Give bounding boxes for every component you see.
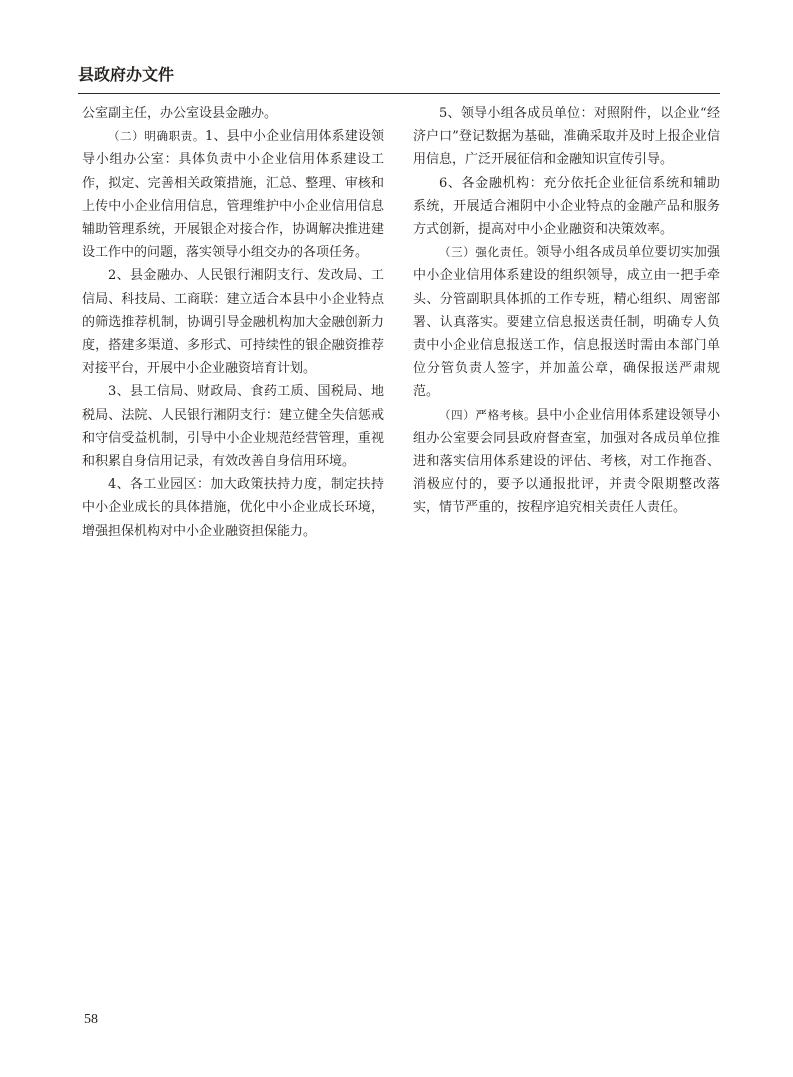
subheading-clarify-duties: （二）明确职责。: [108, 129, 206, 144]
subheading-strict-assessment: （四）严格考核。: [439, 407, 537, 422]
paragraph-strict-assessment: [413, 404, 720, 520]
paragraph-strengthen-responsibility-body: 领导小组各成员单位要切实加强中小企业信用体系建设的组织领导，成立由一把手牵头、分管副职具体抓的工作专班，精心组织、周密部署、认真落实。要建立信息报送责任制，明确专人负责中小企业信息报送工作，信息报送时需由本部门单位分管负责人签字，并加盖公章，确保报送严肃规范。: [413, 245, 720, 400]
left-text-column: [82, 102, 384, 543]
paragraph-strict-assessment-body: 县中小企业信用体系建设领导小组办公室要会同县政府督查室，加强对各成员单位推进和落实信用体系建设的评估、考核，对工作拖沓、消极应付的，要予以通报批评，并责令限期整改落实，情节严重的，按程序追究相关责任人责任。: [413, 407, 720, 516]
subheading-strengthen-responsibility: （三）强化责任。: [439, 245, 537, 260]
paragraph-item-5: 5、领导小组各成员单位：对照附件，以企业“经济户口”登记数据为基础，准确采取并及时上报企业信用信息，广泛开展征信和金融知识宣传引导。: [413, 106, 720, 168]
paragraph-strengthen-responsibility: [413, 241, 720, 403]
paragraph-item-2: 2、县金融办、人民银行湘阴支行、发改局、工信局、科技局、工商联：建立适合本县中小企业特点的筛选推荐机制，协调引导金融机构加大金融创新力度，搭建多渠道、多形式、可持续性的银企融资推荐对接平台，开展中小企业融资培育计划。: [82, 268, 384, 377]
right-text-column: [413, 102, 720, 520]
document-header-title: 县政府办文件: [78, 65, 175, 84]
page-number: 58: [84, 1012, 98, 1027]
paragraph-item-3: 3、县工信局、财政局、食药工质、国税局、地税局、法院、人民银行湘阴支行：建立健全失信惩戒和守信受益机制，引导中小企业规范经营管理，重视和积累自身信用记录，有效改善自身信用环境。: [82, 384, 384, 470]
paragraph-clarify-duties-body: 1、县中小企业信用体系建设领导小组办公室：具体负责中小企业信用体系建设工作，拟定、完善相关政策措施，汇总、整理、审核和上传中小企业信用信息，管理维护中小企业信用信息辅助管理系统，开展银企对接合作，协调解决推进建设工作中的问题，落实领导小组交办的各项任务。: [82, 129, 385, 261]
paragraph-clarify-duties: [82, 125, 384, 264]
paragraph-item-4: 4、各工业园区：加大政策扶持力度，制定扶持中小企业成长的具体措施，优化中小企业成长环境，增强担保机构对中小企业融资担保能力。: [82, 477, 384, 539]
paragraph-continuation: 公室副主任，办公室设县金融办。: [82, 106, 278, 121]
paragraph-item-6: 6、各金融机构：充分依托企业征信系统和辅助系统，开展适合湘阴中小企业特点的金融产品和服务方式创新，提高对中小企业融资和决策效率。: [413, 175, 720, 238]
header-divider: [78, 93, 720, 94]
